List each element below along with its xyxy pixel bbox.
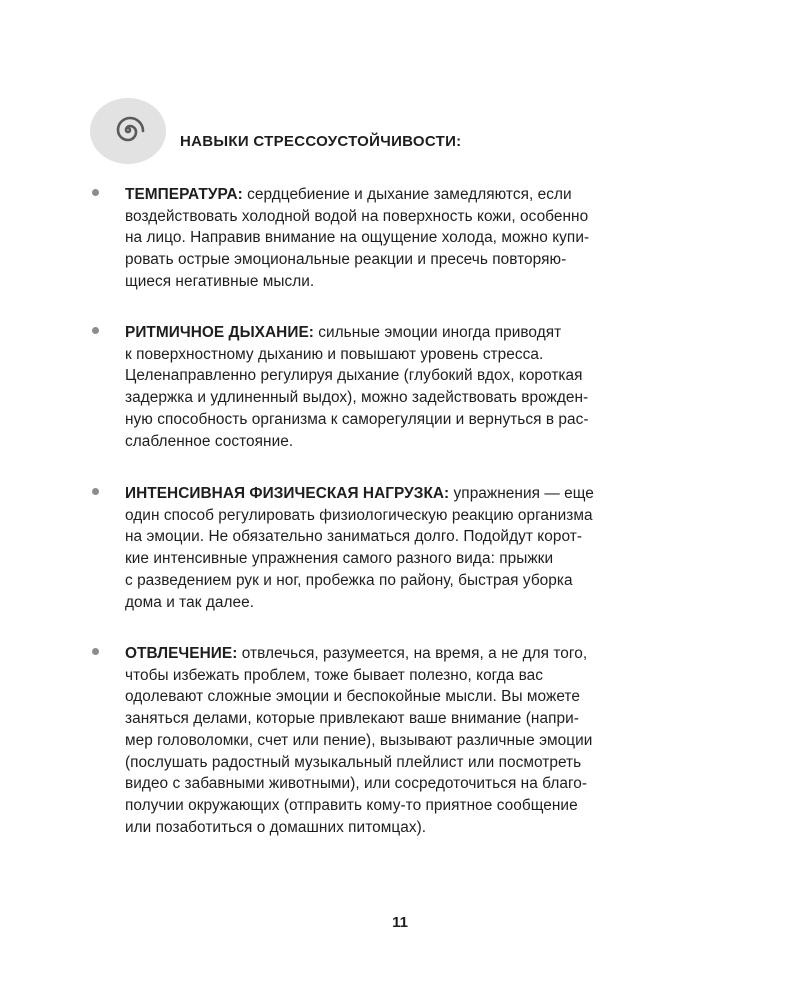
text-line: щиеся негативные мысли. (125, 272, 315, 290)
text-line: РИТМИЧНОЕ ДЫХАНИЕ: сильные эмоции иногда приводят (125, 324, 562, 341)
section-title: НАВЫКИ СТРЕССОУСТОЙЧИВОСТИ: (180, 133, 462, 150)
text-line: мер головоломки, счет или пение), вызывают различные эмоции (125, 731, 593, 749)
item-term: ТЕМПЕРАТУРА: (125, 186, 243, 203)
item-term: ОТВЛЕЧЕНИЕ: (125, 645, 238, 662)
item-text (125, 483, 705, 613)
text-line: ИНТЕНСИВНАЯ ФИЗИЧЕСКАЯ НАГРУЗКА: упражнения — еще (125, 485, 594, 502)
item-text (125, 184, 705, 293)
item-term: РИТМИЧНОЕ ДЫХАНИЕ: (125, 324, 314, 341)
text-line: слабленное состояние. (125, 432, 294, 450)
text-line: к поверхностному дыханию и повышают уровень стресса. (125, 345, 544, 363)
item-text (125, 322, 705, 452)
text-line: ную способность организма к саморегуляции и вернуться в рас- (125, 410, 589, 428)
bullet-icon (92, 327, 99, 334)
text-line: ТЕМПЕРАТУРА: сердцебиение и дыхание замедляются, если (125, 186, 572, 203)
bullet-icon (92, 189, 99, 196)
text-line: задержка и удлиненный выдох), можно задействовать врожден- (125, 389, 589, 407)
text-line: (послушать радостный музыкальный плейлист или посмотреть (125, 753, 582, 771)
item-term: ИНТЕНСИВНАЯ ФИЗИЧЕСКАЯ НАГРУЗКА: (125, 485, 450, 502)
text-line: кие интенсивные упражнения самого разного вида: прыжки (125, 550, 554, 568)
text-line: Целенаправленно регулируя дыхание (глубокий вдох, короткая (125, 367, 583, 385)
text-line: заняться делами, которые привлекают ваше внимание (напри- (125, 710, 579, 728)
text-line: видео с забавными животными), или сосредоточиться на благо- (125, 775, 588, 793)
text-line: дома и так далее. (125, 593, 255, 611)
text-line: воздействовать холодной водой на поверхность кожи, особенно (125, 207, 589, 225)
text-line: чтобы избежать проблем, тоже бывает полезно, когда вас (125, 666, 544, 684)
text-line: на лицо. Направив внимание на ощущение холода, можно купи- (125, 229, 590, 247)
item-text (125, 643, 705, 838)
text-line: с разведением рук и ног, пробежка по району, быстрая уборка (125, 571, 573, 589)
text-line: одолевают сложные эмоции и беспокойные мысли. Вы можете (125, 688, 580, 706)
icon-badge (90, 98, 166, 164)
bullet-icon (92, 648, 99, 655)
text-line: ровать острые эмоциональные реакции и пресечь повторяю- (125, 251, 567, 269)
text-line: получии окружающих (отправить кому-то приятное сообщение (125, 796, 578, 814)
section-header (90, 98, 690, 168)
page-number: 11 (392, 914, 408, 931)
spiral-icon (110, 112, 146, 148)
text-line: на эмоции. Не обязательно заниматься долго. Подойдут корот- (125, 528, 582, 546)
text-line: или позаботиться о домашних питомцах). (125, 818, 427, 836)
bullet-icon (92, 488, 99, 495)
text-line: один способ регулировать физиологическую реакцию организма (125, 506, 593, 524)
text-line: ОТВЛЕЧЕНИЕ: отвлечься, разумеется, на время, а не для того, (125, 645, 588, 662)
